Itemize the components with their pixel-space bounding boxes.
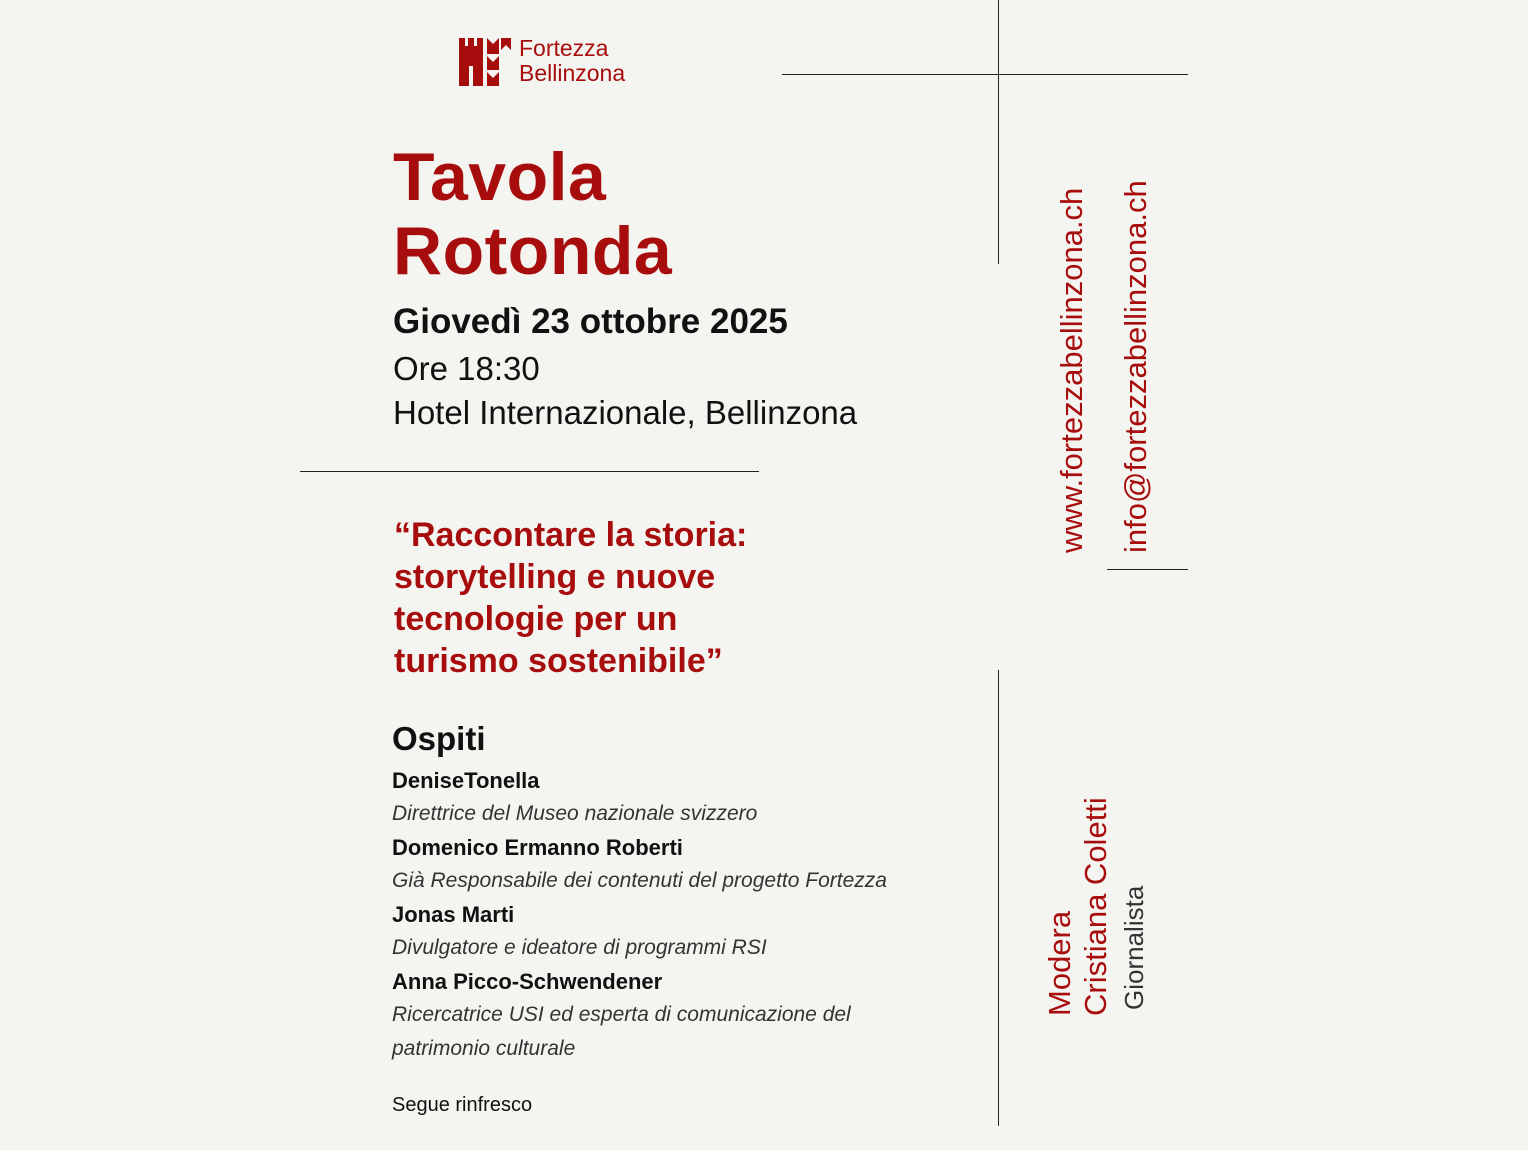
guest-role: Ricercatrice USI ed esperta di comunicazione del (392, 1003, 851, 1026)
guest-item (392, 965, 992, 1066)
topic-quote (394, 514, 914, 682)
topic-line-3: tecnologie per un (394, 600, 678, 638)
guest-role: Divulgatore e ideatore di programmi RSI (392, 936, 767, 959)
guests-heading: Ospiti (392, 720, 486, 757)
moderator-role: Giornalista (1119, 885, 1149, 1010)
title-line-1: Tavola (393, 139, 607, 215)
guest-name: DeniseTonella (392, 768, 540, 793)
topic-line-4: turismo sostenibile” (394, 642, 723, 680)
website-link[interactable]: www.fortezzabellinzona.ch (1054, 187, 1089, 553)
logo-line-1: Fortezza (519, 35, 609, 61)
guest-item (392, 764, 992, 831)
logo (459, 36, 625, 86)
title-line-2: Rotonda (393, 213, 673, 289)
fortress-tower-icon (459, 36, 511, 86)
guest-role-continued: patrimonio culturale (392, 1037, 576, 1060)
logo-text (519, 36, 625, 86)
event-date: Giovedì 23 ottobre 2025 (393, 302, 788, 341)
event-time: Ore 18:30 (393, 350, 540, 387)
guest-role: Già Responsabile dei contenuti del progetto Fortezza (392, 869, 887, 892)
topic-line-1: “Raccontare la storia: (394, 516, 748, 554)
mid-horizontal-line (300, 471, 759, 472)
guest-role: Direttrice del Museo nazionale svizzero (392, 802, 758, 825)
guests-list (392, 764, 992, 1066)
guest-item (392, 898, 992, 965)
top-vertical-line (998, 0, 999, 264)
event-venue: Hotel Internazionale, Bellinzona (393, 394, 858, 431)
guest-name: Jonas Marti (392, 902, 515, 927)
event-title (393, 140, 672, 288)
contact-underline (1107, 569, 1188, 570)
moderator-label: Modera (1042, 910, 1077, 1016)
email-link[interactable]: info@fortezzabellinzona.ch (1118, 180, 1153, 553)
bottom-vertical-line (998, 670, 999, 1126)
refreshment-note: Segue rinfresco (392, 1094, 533, 1116)
top-horizontal-line (782, 74, 1188, 75)
guest-item (392, 831, 992, 898)
guest-name: Domenico Ermanno Roberti (392, 835, 683, 860)
topic-line-2: storytelling e nuove (394, 558, 716, 596)
moderator-name: Cristiana Coletti (1078, 797, 1113, 1016)
logo-line-2: Bellinzona (519, 60, 626, 86)
guest-name: Anna Picco-Schwendener (392, 969, 663, 994)
